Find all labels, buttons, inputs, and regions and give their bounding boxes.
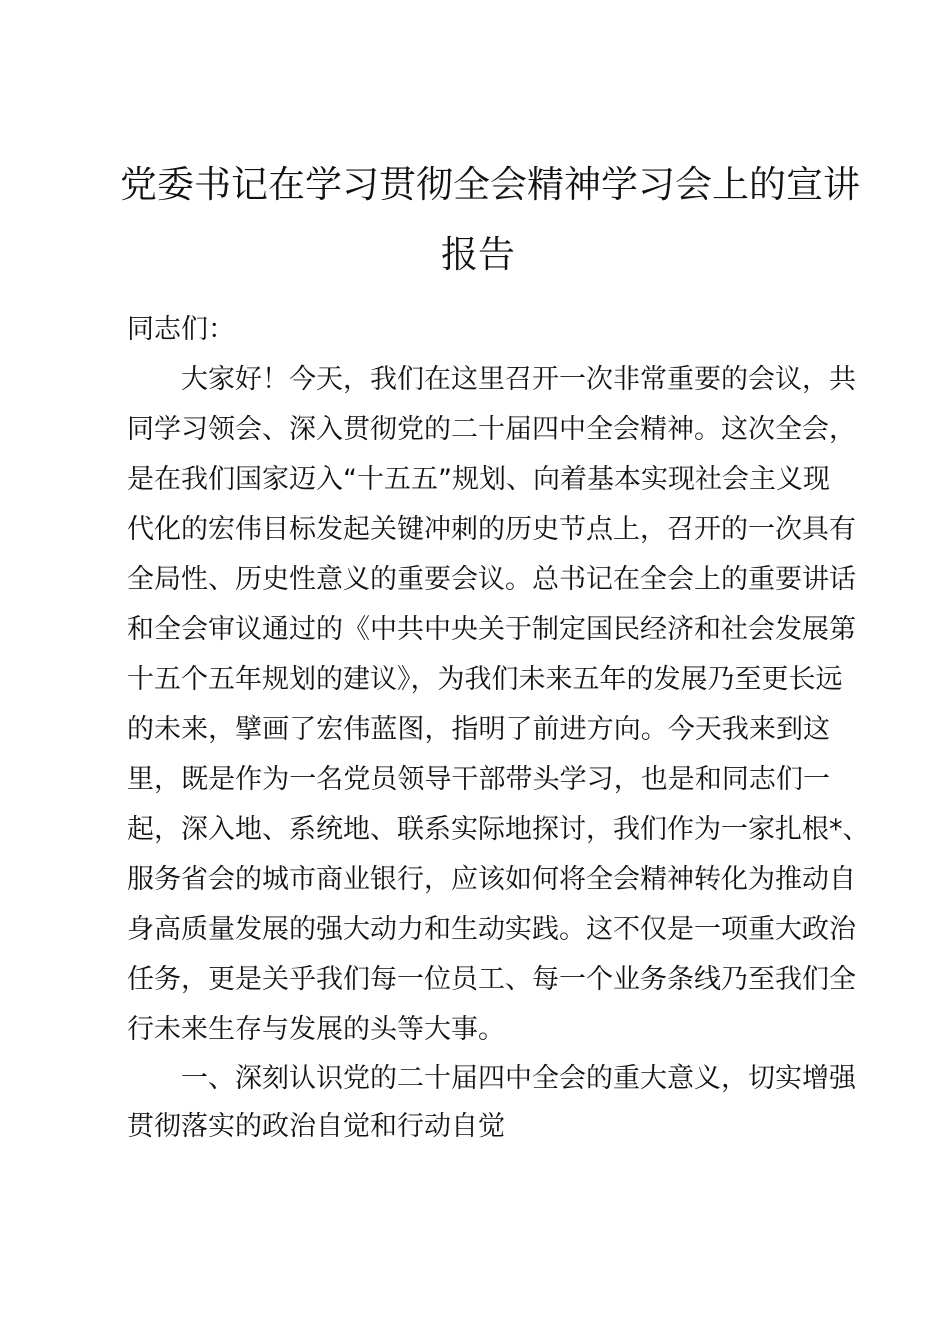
paragraph-line: 身高质量发展的强大动力和生动实践。这不仅是一项重大政治 <box>127 914 856 945</box>
paragraph-line: 同学习领会、深入贯彻党的二十届四中全会精神。这次全会， <box>127 414 856 445</box>
document-title <box>120 150 860 290</box>
heading-line: 贯彻落实的政治自觉和行动自觉 <box>127 1111 505 1142</box>
section-1-heading <box>127 1055 856 1151</box>
salutation: 同志们： <box>127 314 235 345</box>
paragraph-1 <box>127 355 870 1055</box>
heading-line: 一、深刻认识党的二十届四中全会的重大意义，切实增强 <box>181 1063 856 1094</box>
title-line-2: 报告 <box>441 233 515 276</box>
paragraph-line: 十五个五年规划的建议》，为我们未来五年的发展乃至更长远 <box>127 664 843 695</box>
paragraph-line: 的未来，擘画了宏伟蓝图，指明了前进方向。今天我来到这 <box>127 714 830 745</box>
paragraph-line: 和全会审议通过的《中共中央关于制定国民经济和社会发展第 <box>127 614 856 645</box>
paragraph-line: 任务，更是关乎我们每一位员工、每一个业务条线乃至我们全 <box>127 964 856 995</box>
paragraph-line: 全局性、历史性意义的重要会议。总书记在全会上的重要讲话 <box>127 564 856 595</box>
title-line-1: 党委书记在学习贯彻全会精神学习会上的宣讲 <box>120 163 860 206</box>
document-body <box>127 305 870 1151</box>
paragraph-line: 里，既是作为一名党员领导干部带头学习，也是和同志们一 <box>127 764 830 795</box>
paragraph-line: 起，深入地、系统地、联系实际地探讨，我们作为一家扎根*、 <box>127 814 870 845</box>
paragraph-line: 代化的宏伟目标发起关键冲刺的历史节点上，召开的一次具有 <box>127 514 856 545</box>
paragraph-line: 服务省会的城市商业银行，应该如何将全会精神转化为推动自 <box>127 864 856 895</box>
paragraph-line: 大家好！今天，我们在这里召开一次非常重要的会议，共 <box>181 364 856 395</box>
paragraph-line: 行未来生存与发展的头等大事。 <box>127 1014 505 1045</box>
paragraph-line: 是在我们国家迈入“十五五”规划、向着基本实现社会主义现 <box>127 464 830 495</box>
